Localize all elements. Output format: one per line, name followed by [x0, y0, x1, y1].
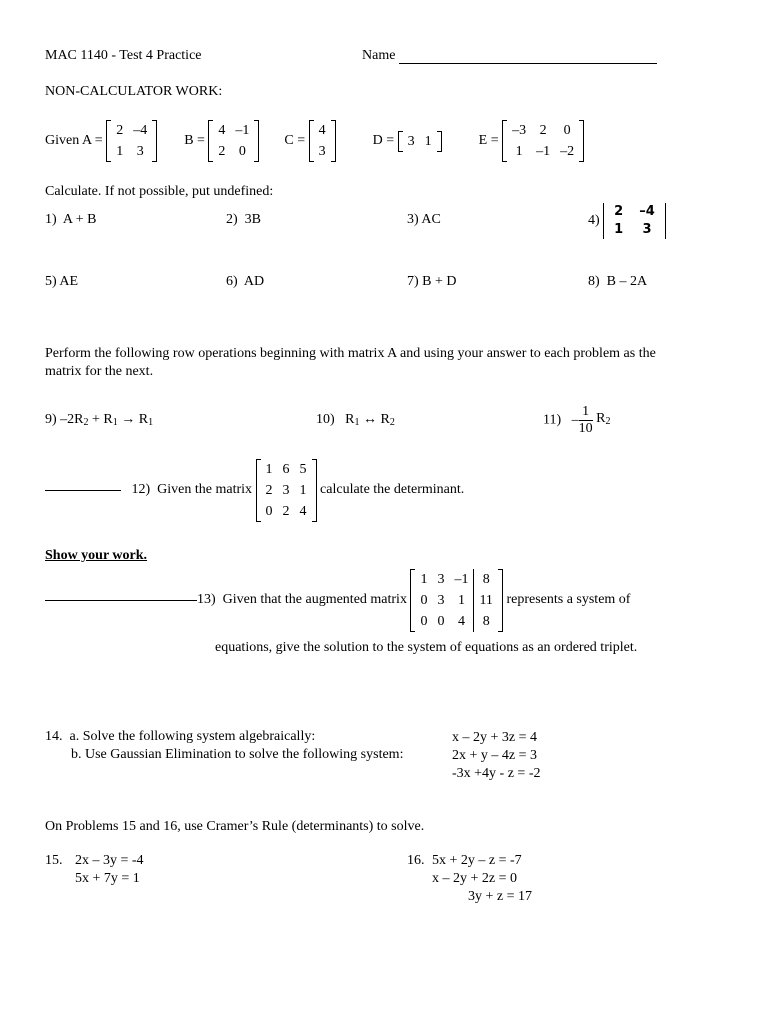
matrix-B: 4 –1 2 0	[208, 120, 259, 162]
fraction-one-tenth: $\frac{1}{10}$	[578, 404, 593, 436]
matrix-B-label: B =	[184, 133, 205, 149]
problem-3: 3) AC	[407, 212, 441, 227]
answer-blank-12[interactable]	[45, 478, 121, 491]
matrix-12: 1 6 5 2 3 1 0 2 4	[256, 459, 317, 522]
show-work-heading: Show your work.	[45, 548, 148, 563]
system-15: 2x – 3y = -4 5x + 7y = 1	[75, 853, 144, 886]
problem-4: 4) 2 –4 1 3	[588, 203, 666, 239]
augmented-matrix-13: 1 3 –1 8 0 3 1 11 0 0 4 8	[410, 569, 502, 632]
problem-8: 8) B – 2A	[588, 274, 648, 289]
problem-11: 11) – $\frac{1}{10}$ $R_2$	[543, 404, 611, 436]
name-label: Name	[362, 48, 396, 63]
row-ops-instructions-1: Perform the following row operations beginning with matrix A and using your answer to each problem as the	[45, 346, 656, 361]
row-ops-instructions-2: matrix for the next.	[45, 364, 154, 379]
problem-1: 1) A + B	[45, 212, 97, 227]
matrix-E-label: E =	[478, 133, 499, 149]
matrix-D: 3 1	[398, 131, 442, 152]
problem-16-num: 16.	[407, 853, 425, 868]
cramer-instructions: On Problems 15 and 16, use Cramer’s Rule (determinants) to solve.	[45, 819, 425, 834]
matrix-D-label: D =	[372, 133, 395, 149]
problem-6: 6) AD	[226, 274, 265, 289]
problem-2: 2) 3B	[226, 212, 262, 227]
name-field[interactable]	[362, 48, 657, 64]
given-matrices	[45, 120, 584, 162]
problem-5: 5) AE	[45, 274, 79, 289]
matrix-E: –3 2 0 1 –1 –2	[502, 120, 584, 162]
answer-blank-13[interactable]	[45, 588, 197, 601]
problem-13-line-2: equations, give the solution to the system of equations as an ordered triplet.	[215, 640, 638, 655]
matrix-A: 2 –4 1 3	[106, 120, 157, 162]
problem-13: 13) Given that the augmented matrix 1 3 –1 8 0 3 1 11 0 0 4 8 represents a system of	[45, 565, 630, 635]
problem-7: 7) B + D	[407, 274, 457, 289]
course-title: MAC 1140 - Test 4 Practice	[45, 48, 202, 63]
calc-instructions: Calculate. If not possible, put undefined:	[45, 184, 274, 199]
problem-15-num: 15.	[45, 853, 63, 868]
problem-14-b: b. Use Gaussian Elimination to solve the following system:	[71, 747, 404, 762]
given-intro: Given	[45, 133, 80, 149]
problem-9: 9) $-2R_2 + R_1 \to R_1$	[45, 412, 154, 428]
matrix-C: 4 3	[309, 120, 336, 162]
system-16: 5x + 2y – z = -7 x – 2y + 2z = 0 3y + z = 17	[432, 853, 533, 904]
problem-14-a: 14. a. Solve the following system algebraically:	[45, 729, 316, 744]
matrix-A-label: A =	[81, 133, 103, 149]
name-blank-line[interactable]	[399, 49, 657, 64]
problem-10: 10) $R_1$ ↔ $R_2$	[316, 412, 395, 428]
problem-12: 12) Given the matrix 1 6 5 2 3 1 0 2 4 calculate the determinant.	[45, 455, 464, 525]
matrix-C-label: C =	[284, 133, 306, 149]
section-heading-noncalc: NON-CALCULATOR WORK:	[45, 84, 223, 99]
determinant-4: 2 –4 1 3	[603, 203, 666, 239]
system-14: x – 2y + 3z = 4 2x + y – 4z = 3 -3x +4y - z = -2	[452, 730, 541, 781]
